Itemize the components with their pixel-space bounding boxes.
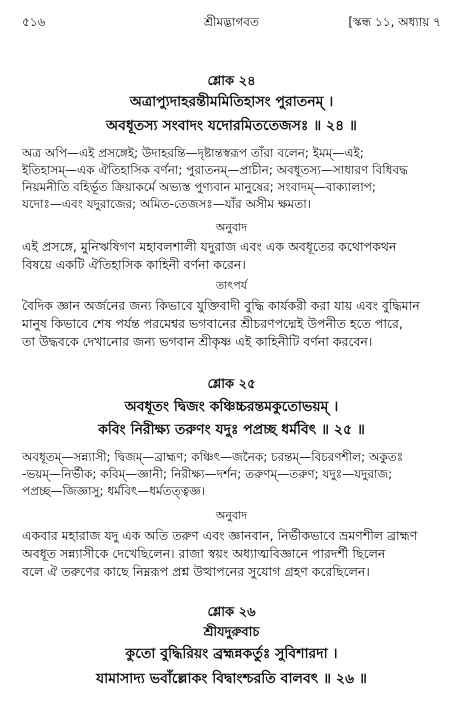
speaker-line: শ্রীযদুরুবাচ bbox=[203, 625, 260, 640]
purport-line: মানুষ কিভাবে শেষ পর্যন্ত পরমেশ্বর ভগবানের শ্রীচরণপদ্মেই উপনীত হতে পারে, bbox=[22, 316, 403, 331]
translation-line: বিষয়ে একটি ঐতিহাসিক কাহিনী বর্ণনা করেন। bbox=[22, 257, 246, 272]
gloss-line: অত্র অপি—এই প্রসঙ্গেই; উদাহরন্তি—দৃষ্টান্তস্বরূপ তাঁরা বলেন; ইমম্—এই; bbox=[22, 146, 364, 160]
verse-label: শ্লোক ২৬ bbox=[207, 605, 256, 620]
page-number: ৫১৬ bbox=[22, 15, 46, 29]
gloss-line: -ভয়ম্—নির্ভীক; কবিম্—জ্ঞানী; নিরীক্ষ্য—দর্শন; তরুণম্—তরুণ; যদুঃ—যদুরাজ; bbox=[22, 467, 393, 481]
word-gloss bbox=[22, 145, 441, 213]
translation-line: অবধূত সন্ন্যাসীকে দেখেছিলেন। রাজা স্বয়ং অধ্যাত্মবিজ্ঞানে পারদর্শী ছিলেন bbox=[22, 546, 386, 561]
purport-line: তা উদ্ধবকে দেখানোর জন্য ভগবান শ্রীকৃষ্ণ এই কাহিনীটি বর্ণনা করবেন। bbox=[22, 334, 373, 349]
sanskrit-line: যামাসাদ্য ভবাঁল্লোকং বিদ্বাংশ্চরতি বালবৎ ॥ ২৬ ॥ bbox=[96, 671, 367, 687]
purport-title: তাৎপর্য bbox=[215, 279, 248, 292]
gloss-line: ইতিহাসম্—এক ঐতিহাসিক বর্ণনা; পুরাতনম্—প্রাচীন; অবধূতস্য—সাধারণ বিধিবদ্ধ bbox=[22, 163, 408, 177]
page-header bbox=[22, 14, 441, 32]
translation-text bbox=[22, 527, 441, 581]
translation-line: এই প্রসঙ্গে, মুনিঋষিগণ মহাবলশালী যদুরাজ এবং এক অবধূতের কথোপকথন bbox=[22, 239, 397, 254]
gloss-line: অবধূতম্—সন্ন্যাসী; দ্বিজম্—ব্রাহ্মণ; কঞ্চিৎ—জনৈক; চরন্তম্—বিচরণশীল; অকুতঃ bbox=[22, 450, 404, 464]
book-title: শ্রীমদ্ভাগবত bbox=[203, 15, 259, 29]
sanskrit-line: কবিং নিরীক্ষ্য তরুণং যদুঃ পপ্রচ্ছ ধর্মবিৎ ॥ ২৫ ॥ bbox=[98, 422, 365, 438]
translation-text bbox=[22, 238, 441, 274]
gloss-line: যদোঃ—এবং যদুরাজের; অমিত-তেজসঃ—যাঁর অসীম ক্ষমতা। bbox=[22, 197, 311, 211]
translation-line: বলে ঐ তরুণের কাছে নিম্নরূপ প্রশ্ন উত্থাপনের সুযোগ গ্রহণ করেছিলেন। bbox=[22, 564, 370, 579]
purport-text bbox=[22, 297, 441, 351]
sanskrit-line: অবধূতস্য সংবাদং যদোরমিততেজসঃ ॥ ২৪ ॥ bbox=[106, 118, 357, 134]
sanskrit-line: অত্রাপ্যুদাহরন্তীমমিতিহাসং পুরাতনম্ । bbox=[129, 94, 334, 110]
translation-line: একবার মহারাজ যদু এক অতি তরুণ এবং জ্ঞানবান, নির্ভীকভাবে ভ্রমণশীল ব্রাহ্মণ bbox=[22, 528, 418, 543]
gloss-line: পপ্রচ্ছ—জিজ্ঞাসু; ধর্মবিৎ—ধর্মতত্ত্বজ্ঞ। bbox=[22, 484, 206, 498]
chapter-reference: [স্কন্ধ ১১, অধ্যায় ৭ bbox=[348, 15, 441, 29]
verse-label: শ্লোক ২৫ bbox=[207, 377, 256, 392]
translation-title: অনুবাদ bbox=[215, 509, 248, 522]
word-gloss bbox=[22, 449, 441, 500]
translation-title: অনুবাদ bbox=[215, 221, 248, 234]
verse-label: শ্লোক ২৪ bbox=[207, 74, 256, 89]
sanskrit-line: অবধূতং দ্বিজং কঞ্চিচ্চরন্তমকুতোভয়ম্ । bbox=[124, 399, 339, 415]
purport-line: বৈদিক জ্ঞান অর্জনের জন্য কিভাবে যুক্তিবাদী বুদ্ধি কার্যকরী করা যায় এবং বুদ্ধিমান bbox=[22, 298, 420, 313]
gloss-line: নিয়মনীতি বহির্ভূত ক্রিয়াকর্মে অভ্যস্ত পুণ্যবান মানুষের; সংবাদম্—বাক্যালাপ; bbox=[22, 180, 376, 194]
sanskrit-line: কুতো বুদ্ধিরিয়ং ব্রহ্মন্নকর্তুঃ সুবিশারদা । bbox=[125, 646, 338, 662]
